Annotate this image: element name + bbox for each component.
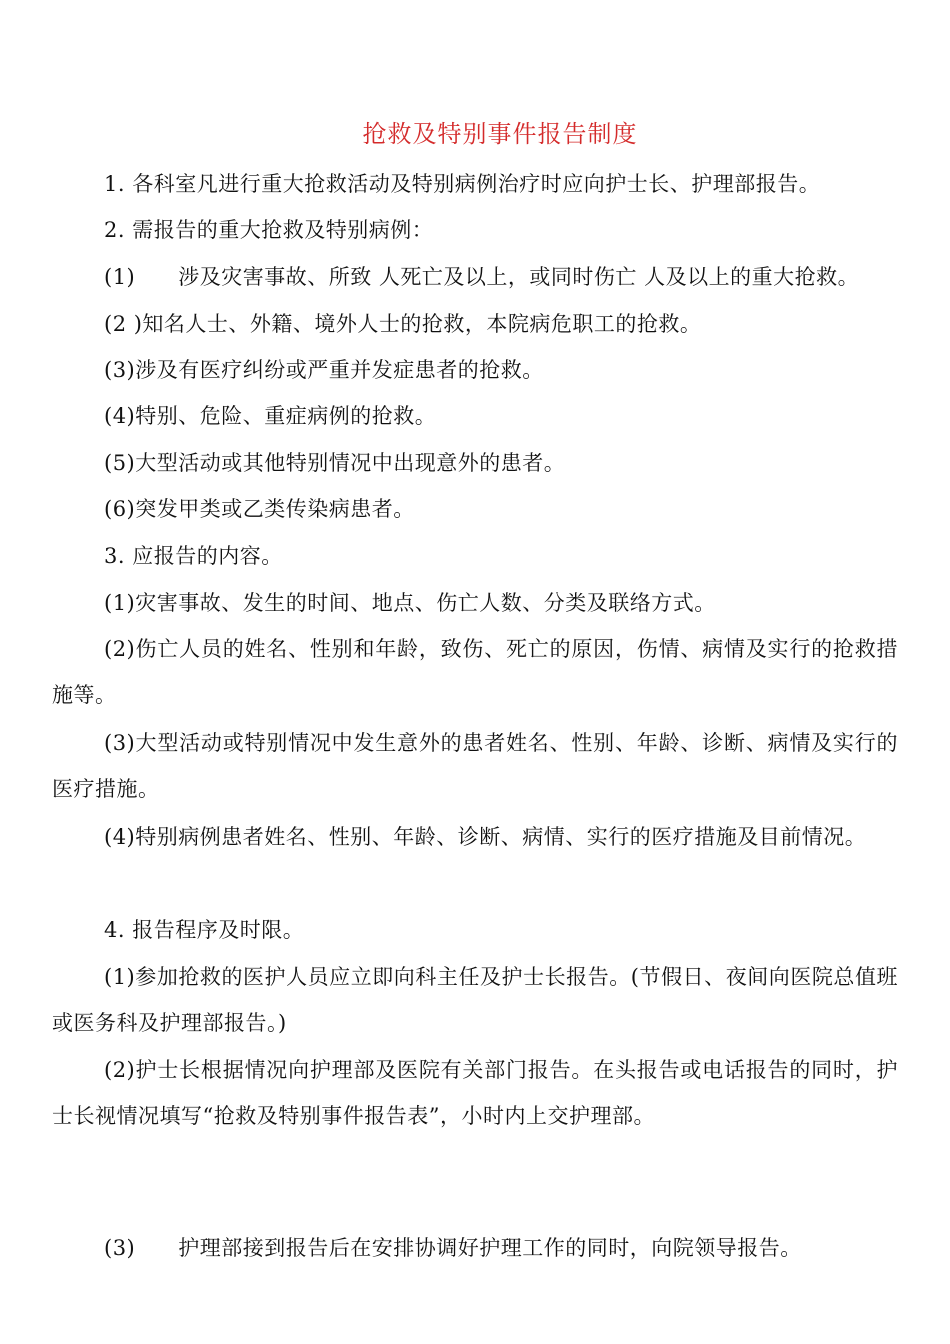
item-4-1: (1)参加抢救的医护人员应立即向科主任及护士长报告。(节假日、夜间向医院总值班或医务科及护理部报告。) — [52, 965, 898, 1035]
item-1: 1. 各科室凡进行重大抢救活动及特别病例治疗时应向护士长、护理部报告。 — [104, 172, 821, 196]
item-3-4: (4)特别病例患者姓名、性别、年龄、诊断、病情、实行的医疗措施及目前情况。 — [104, 825, 867, 849]
item-2-5: (5)大型活动或其他特别情况中出现意外的患者。 — [104, 451, 566, 475]
item-4: 4. 报告程序及时限。 — [104, 918, 305, 942]
item-2-1: (1) 涉及灾害事故、所致 人死亡及以上，或同时伤亡 人及以上的重大抢救。 — [104, 265, 860, 289]
item-2-3: (3)涉及有医疗纠纷或严重并发症患者的抢救。 — [104, 358, 544, 382]
item-3: 3. 应报告的内容。 — [104, 544, 283, 568]
item-2-2: (2 )知名人士、外籍、境外人士的抢救，本院病危职工的抢救。 — [104, 312, 702, 336]
item-2-6: (6)突发甲类或乙类传染病患者。 — [104, 497, 415, 521]
item-2: 2. 需报告的重大抢救及特别病例： — [104, 218, 434, 242]
item-3-2: (2)伤亡人员的姓名、性别和年龄，致伤、死亡的原因，伤情、病情及实行的抢救措施等。 — [52, 637, 898, 707]
document-title: 抢救及特别事件报告制度 — [362, 120, 638, 148]
item-4-3: (3) 护理部接到报告后在安排协调好护理工作的同时，向院领导报告。 — [104, 1236, 802, 1260]
item-2-4: (4)特别、危险、重症病例的抢救。 — [104, 404, 437, 428]
item-3-1: (1)灾害事故、发生的时间、地点、伤亡人数、分类及联络方式。 — [104, 591, 716, 615]
item-4-2: (2)护士长根据情况向护理部及医院有关部门报告。在头报告或电话报告的同时，护士长视情况填写“抢救及特别事件报告表”，小时内上交护理部。 — [52, 1058, 898, 1128]
item-3-3: (3)大型活动或特别情况中发生意外的患者姓名、性别、年龄、诊断、病情及实行的医疗措施。 — [52, 731, 898, 801]
